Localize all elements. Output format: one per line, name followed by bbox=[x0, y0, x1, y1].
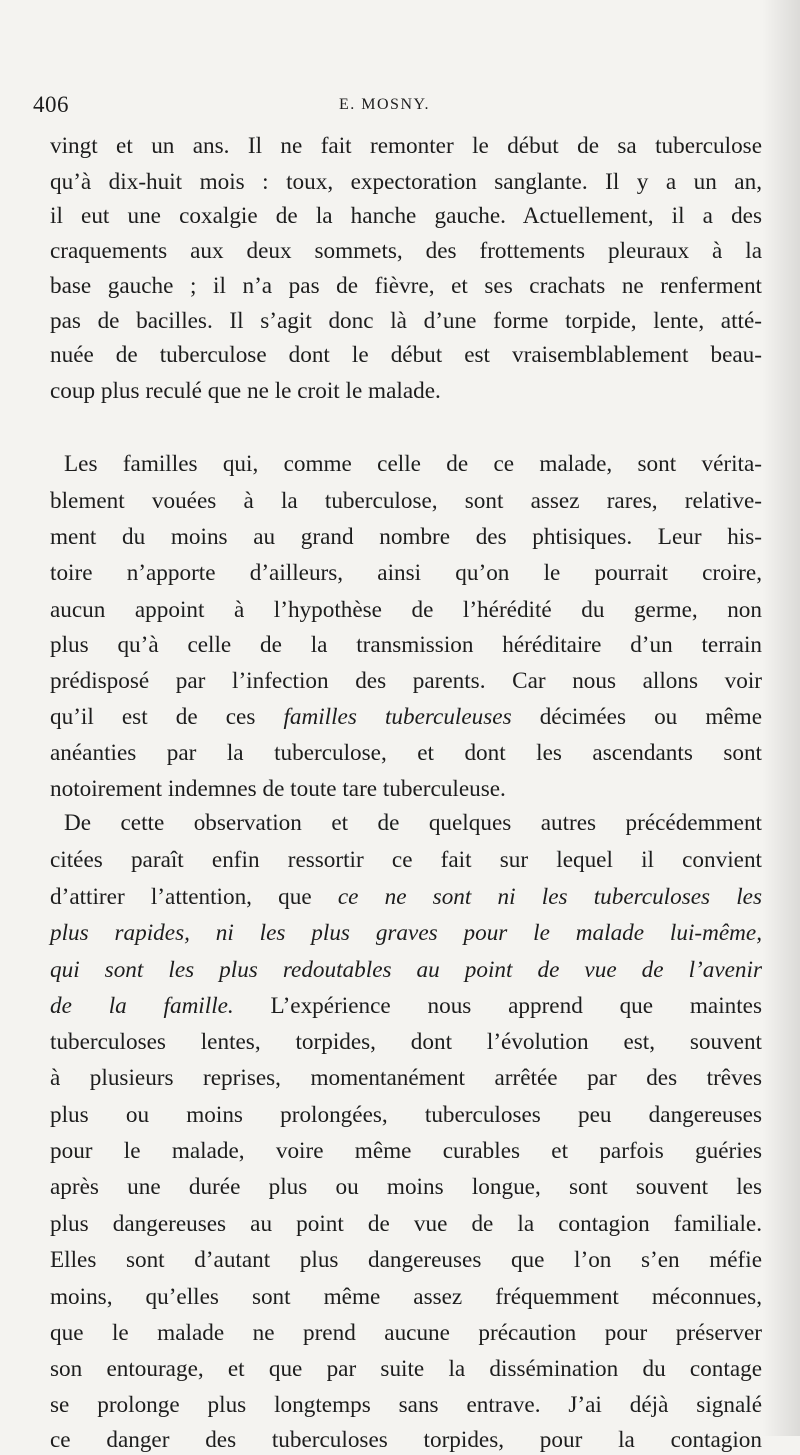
text-line: tuberculoses lentes, torpides, dont l’évolution est, souvent bbox=[50, 1029, 762, 1055]
text-line: qu’à dix-huit mois : toux, expectoration sanglante. Il y a un an, bbox=[50, 169, 762, 195]
text-line: moins, qu’elles sont même assez fréquemment méconnues, bbox=[50, 1284, 762, 1310]
text-line: coup plus reculé que ne le croit le malade. bbox=[50, 378, 441, 404]
italic-phrase: ce ne sont ni les tuberculoses les bbox=[337, 884, 762, 910]
text-line: plus ou moins prolongées, tuberculoses peu dangereuses bbox=[50, 1102, 762, 1128]
text-line: aucun appoint à l’hypothèse de l’hérédité du germe, non bbox=[50, 597, 762, 623]
text-line: pour le malade, voire même curables et parfois guéries bbox=[50, 1138, 762, 1164]
text-line: que le malade ne prend aucune précaution pour préserver bbox=[50, 1320, 762, 1346]
text-span: L’expérience nous apprend que maintes bbox=[233, 993, 762, 1019]
text-line: se prolonge plus longtemps sans entrave. J’ai déjà signalé bbox=[50, 1392, 762, 1418]
text-line: après une durée plus ou moins longue, sont souvent les bbox=[50, 1174, 762, 1200]
text-line: Elles sont d’autant plus dangereuses que l’on s’en méfie bbox=[50, 1247, 762, 1273]
text-line bbox=[50, 991, 762, 1021]
text-line: à plusieurs reprises, momentanément arrêtée par des trêves bbox=[50, 1065, 762, 1091]
text-span: décimées ou même bbox=[511, 704, 763, 730]
text-line: base gauche ; il n’a pas de fièvre, et ses crachats ne renferment bbox=[50, 273, 762, 299]
text-span: qu’il est de ces bbox=[50, 704, 284, 730]
italic-phrase: familles tuberculeuses bbox=[283, 704, 512, 730]
text-line: toire n’apporte d’ailleurs, ainsi qu’on le pourrait croire, bbox=[50, 560, 762, 586]
italic-phrase: de la famille. bbox=[50, 993, 234, 1019]
page-number: 406 bbox=[33, 92, 69, 117]
text-line: plus rapides, ni les plus graves pour le malade lui-même, bbox=[50, 920, 762, 946]
text-span: d’attirer l’attention, que bbox=[50, 884, 338, 910]
text-line: vingt et un ans. Il ne fait remonter le début de sa tuberculose bbox=[50, 133, 762, 159]
text-line: son entourage, et que par suite la dissémination du contage bbox=[50, 1356, 762, 1382]
running-head: E. MOSNY. bbox=[339, 96, 430, 113]
text-line: anéanties par la tuberculose, et dont les ascendants sont bbox=[50, 740, 762, 766]
page-edge-shadow bbox=[762, 0, 800, 1436]
text-line: prédisposé par l’infection des parents. Car nous allons voir bbox=[50, 668, 762, 694]
text-line bbox=[50, 882, 762, 912]
text-line: blement vouées à la tuberculose, sont assez rares, relative- bbox=[50, 488, 762, 514]
text-line: il eut une coxalgie de la hanche gauche. Actuellement, il a des bbox=[50, 203, 762, 229]
text-line: notoirement indemnes de toute tare tuberculeuse. bbox=[50, 776, 506, 802]
text-line: ment du moins au grand nombre des phtisiques. Leur his- bbox=[50, 524, 762, 550]
text-line: plus qu’à celle de la transmission héréditaire d’un terrain bbox=[50, 632, 762, 658]
text-line bbox=[50, 702, 762, 732]
text-line: qui sont les plus redoutables au point de vue de l’avenir bbox=[50, 957, 762, 983]
text-line: plus dangereuses au point de vue de la contagion familiale. bbox=[50, 1211, 762, 1237]
text-line: De cette observation et de quelques autres précédemment bbox=[64, 810, 762, 836]
text-line: nuée de tuberculose dont le début est vraisemblablement beau- bbox=[50, 342, 762, 368]
text-line: ce danger des tuberculoses torpides, pour la contagion bbox=[50, 1427, 762, 1453]
text-line: Les familles qui, comme celle de ce malade, sont vérita- bbox=[64, 451, 762, 477]
text-line: pas de bacilles. Il s’agit donc là d’une forme torpide, lente, atté- bbox=[50, 308, 762, 334]
text-line: craquements aux deux sommets, des frottements pleuraux à la bbox=[50, 238, 762, 264]
page-header bbox=[33, 92, 763, 120]
text-line: citées paraît enfin ressortir ce fait sur lequel il convient bbox=[50, 847, 762, 873]
